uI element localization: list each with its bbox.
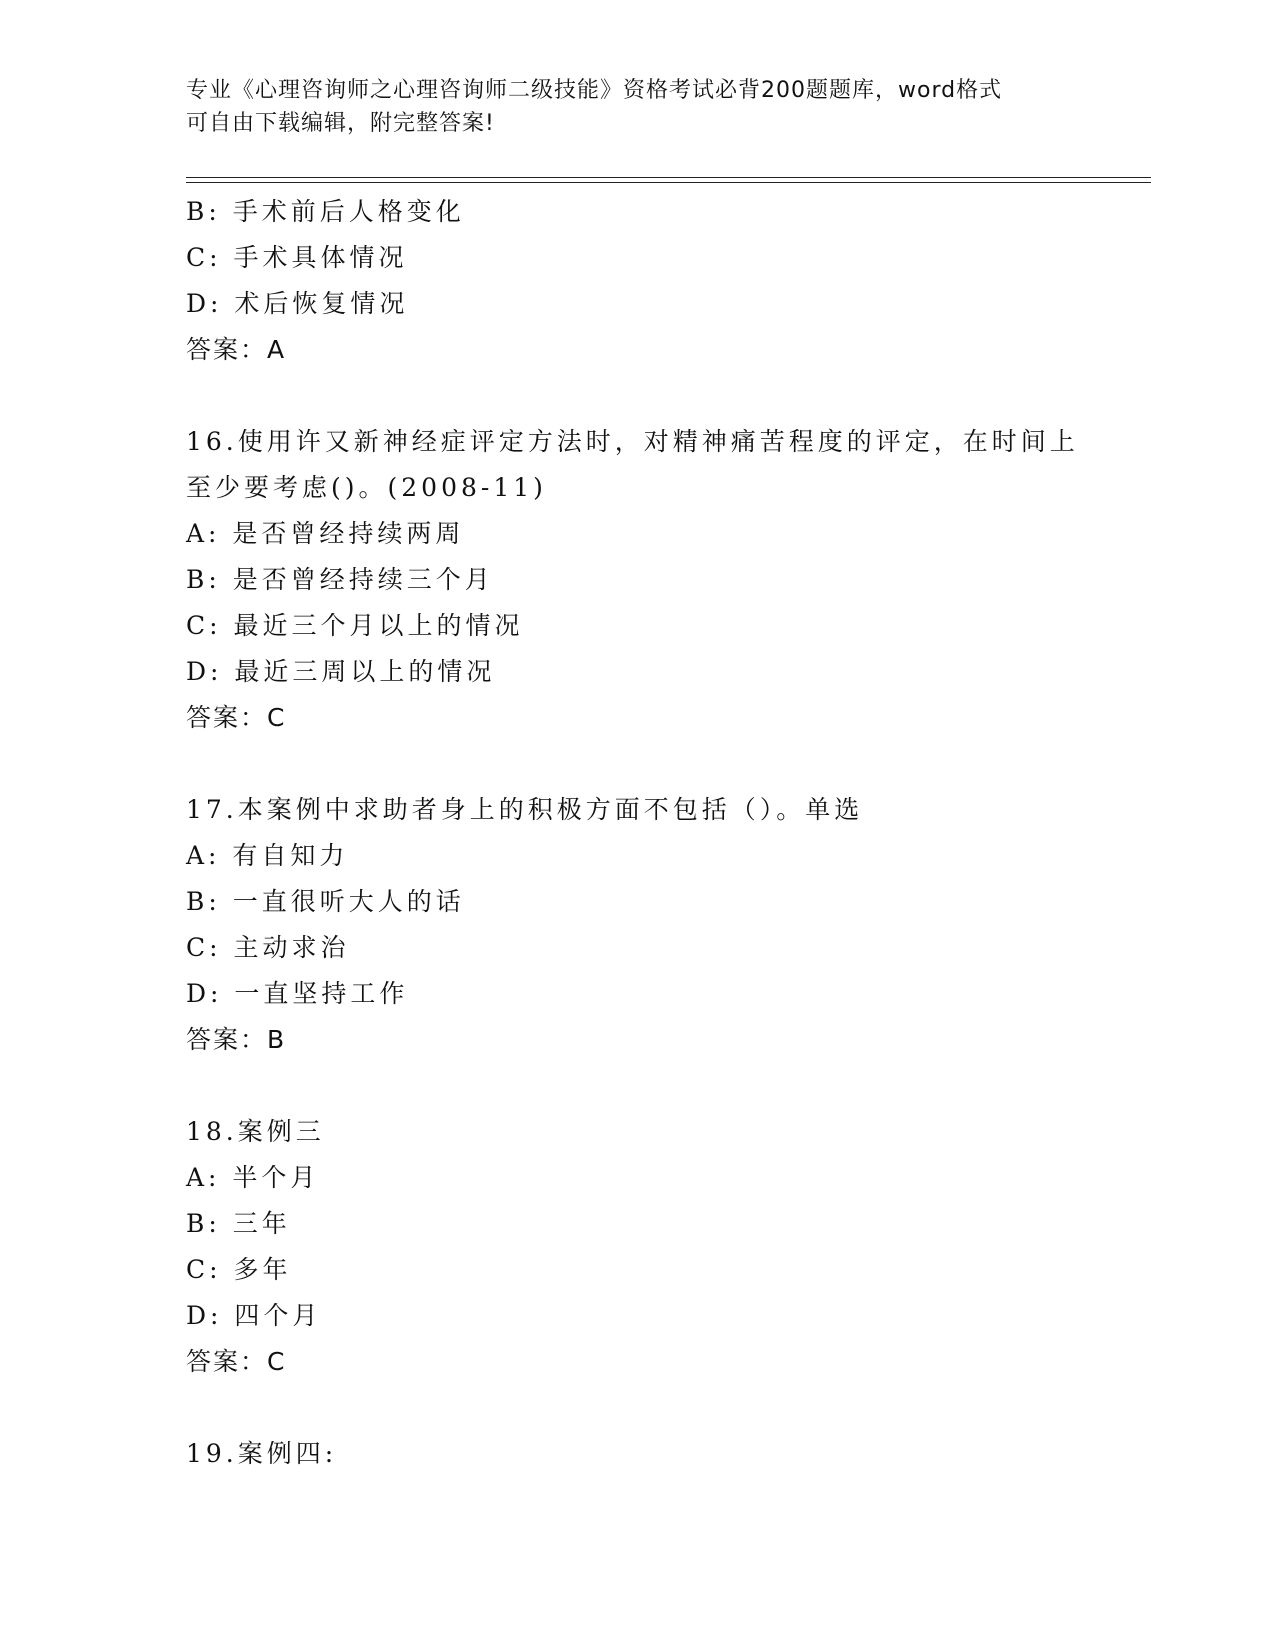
question-stem-line-1: 19.案例四:	[186, 1439, 338, 1468]
option-c: C: 主动求治	[186, 933, 350, 962]
header-divider-top	[186, 177, 1151, 178]
option-d: D: 术后恢复情况	[186, 289, 409, 318]
option-a: A: 半个月	[186, 1163, 320, 1192]
question-stem-line-1: 18.案例三	[186, 1117, 325, 1146]
option-b: B: 是否曾经持续三个月	[186, 565, 494, 594]
answer-line: 答案：C	[186, 1347, 287, 1376]
answer-line: 答案：A	[186, 335, 287, 364]
option-c: C: 多年	[186, 1255, 292, 1284]
header-divider-bottom	[186, 182, 1151, 183]
question-18	[186, 1109, 1146, 1385]
option-c: C: 最近三个月以上的情况	[186, 611, 524, 640]
document-header	[186, 74, 1086, 140]
option-d: D: 一直坚持工作	[186, 979, 409, 1008]
option-b: B: 三年	[186, 1209, 291, 1238]
option-b: B: 一直很听大人的话	[186, 887, 465, 916]
option-b: B: 手术前后人格变化	[186, 197, 465, 226]
question-spacer	[186, 1063, 1146, 1109]
question-stem-line-1: 16.使用许又新神经症评定方法时，对精神痛苦程度的评定，在时间上	[186, 427, 1079, 456]
option-d: D: 四个月	[186, 1301, 322, 1330]
question-spacer	[186, 741, 1146, 787]
header-line-2: 可自由下载编辑，附完整答案!	[186, 111, 495, 136]
option-d: D: 最近三周以上的情况	[186, 657, 496, 686]
answer-line: 答案：B	[186, 1025, 287, 1054]
question-list	[186, 189, 1146, 1477]
question-stem-line-1: 17.本案例中求助者身上的积极方面不包括（）。单选	[186, 795, 864, 824]
header-line-1: 专业《心理咨询师之心理咨询师二级技能》资格考试必背200题题库，word格式	[186, 78, 1003, 103]
question-19	[186, 1431, 1146, 1477]
option-a: A: 是否曾经持续两周	[186, 519, 465, 548]
question-spacer	[186, 1385, 1146, 1431]
answer-line: 答案：C	[186, 703, 287, 732]
question-spacer	[186, 373, 1146, 419]
question-16	[186, 419, 1146, 741]
question-stem-line-2: 至少要考虑()。(2008-11)	[186, 473, 547, 502]
question-17	[186, 787, 1146, 1063]
option-a: A: 有自知力	[186, 841, 349, 870]
option-c: C: 手术具体情况	[186, 243, 408, 272]
question-fragment	[186, 189, 1146, 373]
